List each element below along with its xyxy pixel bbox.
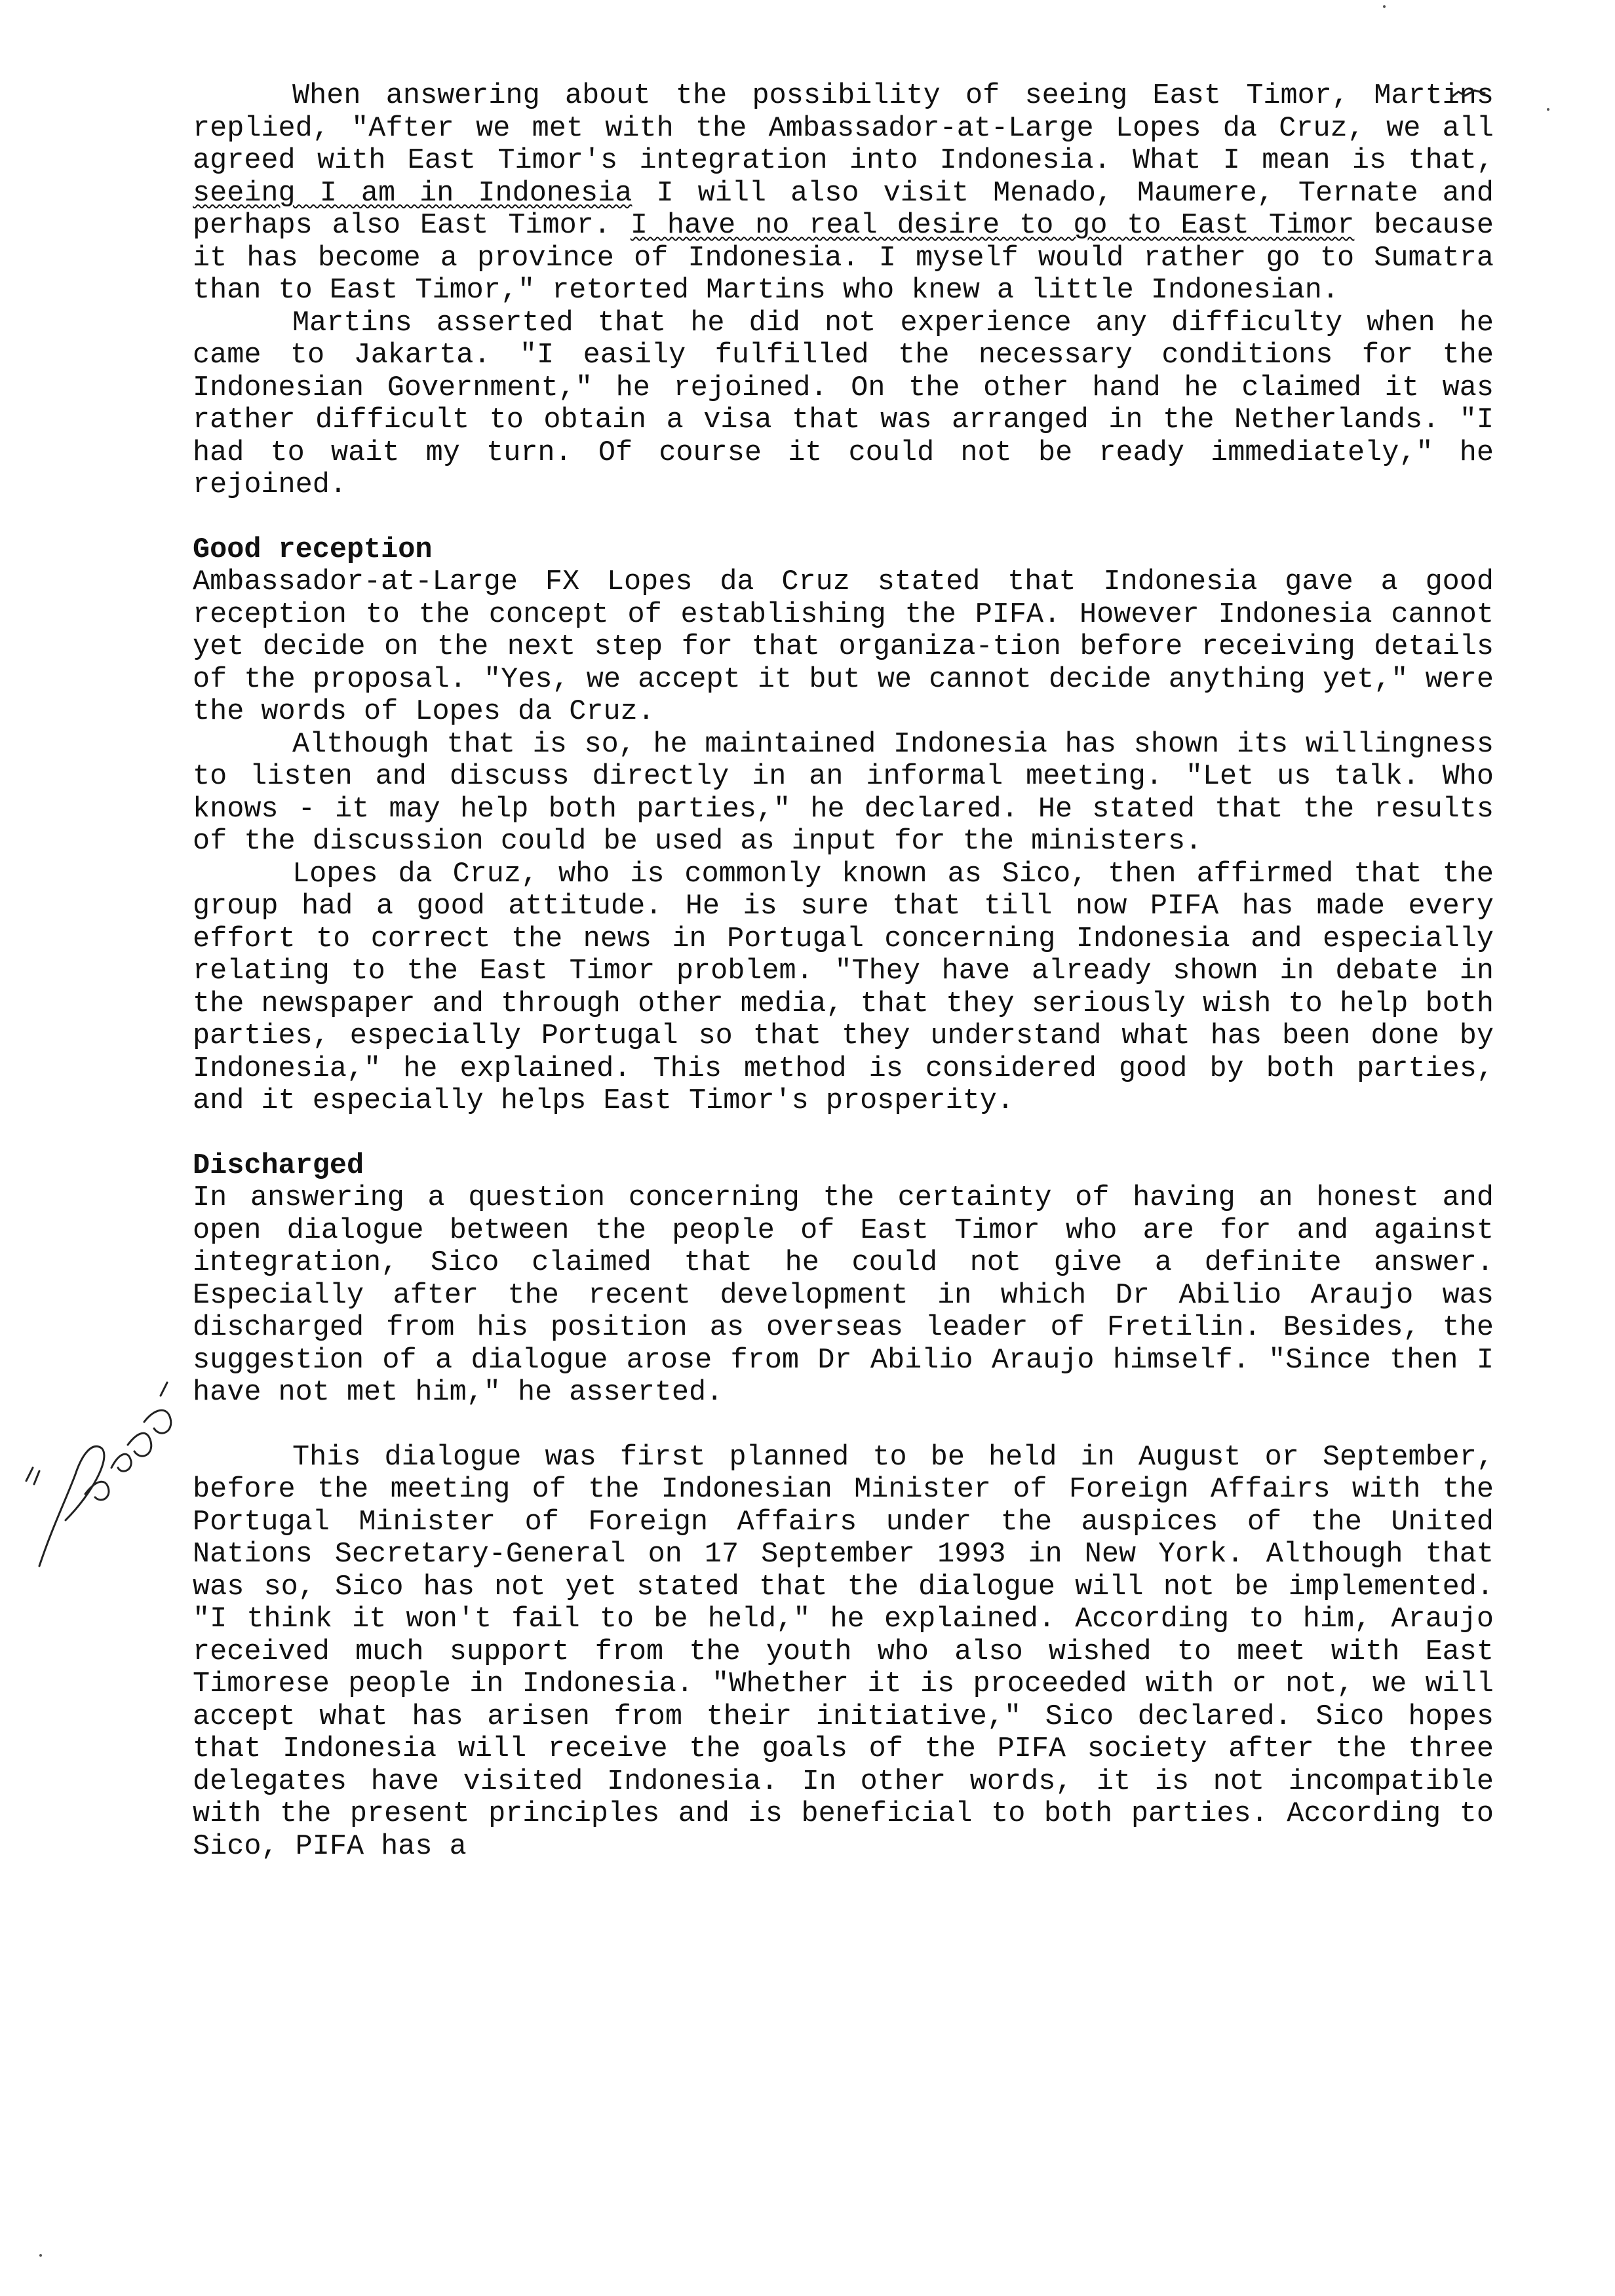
scan-speck xyxy=(39,2254,42,2257)
paragraph-text: When answering about the possibility of seeing East Timor, Martins replied, "After we met with the Ambassador-at-Large Lopes da Cruz, we all agreed with East Timor's integration into Indonesia. What I mean is that, xyxy=(193,80,1494,177)
underlined-phrase: seeing I am in Indonesia xyxy=(193,177,632,210)
handwritten-margin-note xyxy=(13,1369,190,1586)
paragraph-text: because it has become a province of Indonesia. I myself would rather go to Sumatra than to East Timor," retorted Martins who knew a little Indonesian. xyxy=(193,210,1494,307)
paragraph-text: I will also visit Menado, Maumere, Ternate and perhaps also East Timor. xyxy=(193,177,1494,242)
paragraph-willingness: Although that is so, he maintained Indonesia has shown its willingness to listen and discuss directly in an informal meeting. "Let us talk. Who knows - it may help both parties," he declared. He stated that the results of the discussion could be used as input for the ministers. xyxy=(193,728,1494,858)
section-heading-discharged: Discharged xyxy=(193,1149,364,1182)
handwritten-tick-mark xyxy=(1449,84,1488,104)
paragraph-dialogue-plan: This dialogue was first planned to be held in August or September, before the meeting of the Indonesian Minister of Foreign Affairs with the Portugal Minister of Foreign Affairs under the auspices of the United Nations Secretary-General on 17 September 1993 in New York. Although that was so, Sico has not yet stated that the dialogue will not be implemented. "I think it won't fail to be held," he explained. According to him, Araujo received much support from the youth who also wished to meet with East Timorese people in Indonesia. "Whether it is proceeded with or not, we will accept what has arisen from their initiative," Sico declared. Sico hopes that Indonesia will receive the goals of the PIFA society after the three delegates have visited Indonesia. In other words, it is not incompatible with the present principles and is beneficial to both parties. According to Sico, PIFA has a xyxy=(193,1441,1494,1863)
scan-speck xyxy=(1547,108,1549,111)
paragraph-sico-attitude: Lopes da Cruz, who is commonly known as Sico, then affirmed that the group had a good attitude. He is sure that till now PIFA has made every effort to correct the news in Portugal concerning Indonesia and especially relating to the East Timor problem. "They have already shown in debate in the newspaper and through other media, that they seriously wish to help both parties, especially Portugal so that they understand what has been done by Indonesia," he explained. This method is considered good by both parties, and it especially helps East Timor's prosperity. xyxy=(193,858,1494,1117)
underlined-phrase: I have no real desire to go to East Timor xyxy=(630,210,1355,242)
paragraph-dialogue-question: In answering a question concerning the certainty of having an honest and open dialogue between the people of East Timor who are for and against integration, Sico claimed that he could not give a definite answer. Especially after the recent development in which Dr Abilio Araujo was discharged from his position as overseas leader of Fretilin. Besides, the suggestion of a dialogue arose from Dr Abilio Araujo himself. "Since then I have not met him," he asserted. xyxy=(193,1182,1494,1409)
document-body xyxy=(193,80,1494,1863)
scan-speck xyxy=(1383,5,1386,8)
paragraph-martins-difficulty: Martins asserted that he did not experience any difficulty when he came to Jakarta. "I easily fulfilled the necessary conditions for the Indonesian Government," he rejoined. On the other hand he claimed it was rather difficult to obtain a visa that was arranged in the Netherlands. "I had to wait my turn. Of course it could not be ready immediately," he rejoined. xyxy=(193,307,1494,501)
paragraph-martins-reply xyxy=(193,80,1494,307)
paragraph-lopes-reception: Ambassador-at-Large FX Lopes da Cruz stated that Indonesia gave a good reception to the concept of establishing the PIFA. However Indonesia cannot yet decide on the next step for that organiza-tion before receiving details of the proposal. "Yes, we accept it but we cannot decide anything yet," were the words of Lopes da Cruz. xyxy=(193,566,1494,728)
section-heading-good-reception: Good reception xyxy=(193,533,433,566)
